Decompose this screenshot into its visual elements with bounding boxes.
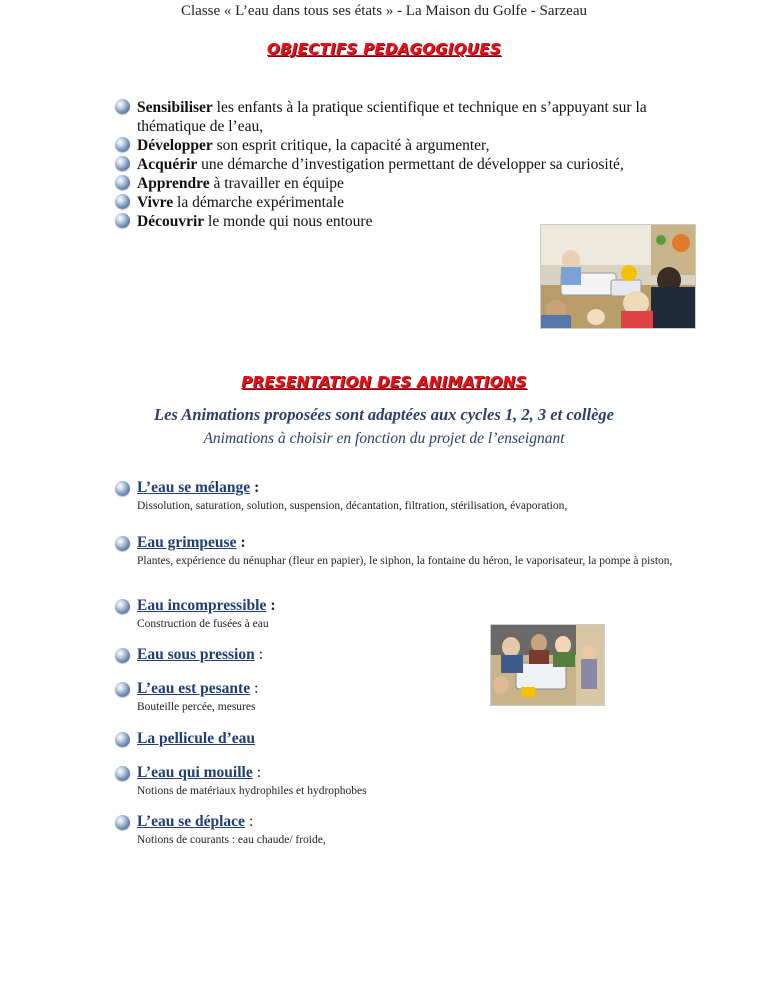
animation-name: L’eau est pesante xyxy=(137,680,251,697)
animation-name: L’eau se mélange xyxy=(137,479,251,496)
presentation-title: PRESENTATION DES ANIMATIONS xyxy=(241,373,527,391)
animation-heading xyxy=(115,597,680,615)
objective-rest: son esprit critique, la capacité à argumenter, xyxy=(212,137,490,154)
bullet-icon xyxy=(115,137,130,152)
classroom-photo xyxy=(540,224,696,329)
animation-name: Eau grimpeuse xyxy=(137,534,237,551)
animation-item xyxy=(115,534,680,569)
animation-heading xyxy=(115,730,680,748)
objective-rest: le monde qui nous entoure xyxy=(204,213,373,230)
animation-colon: : xyxy=(254,479,260,496)
bullet-icon xyxy=(115,648,130,663)
bullet-icon xyxy=(115,481,130,496)
animation-colon: : xyxy=(254,680,259,697)
animation-colon: : xyxy=(256,764,262,781)
objectives-title: OBJECTIFS PEDAGOGIQUES xyxy=(267,40,501,58)
objective-text xyxy=(137,174,344,193)
objective-text xyxy=(137,193,344,212)
animation-colon: : xyxy=(248,813,254,830)
bullet-icon xyxy=(115,536,130,551)
animation-heading xyxy=(115,813,680,831)
objective-item xyxy=(115,174,695,193)
bullet-icon xyxy=(115,682,130,697)
objective-item xyxy=(115,136,695,155)
objective-rest: à travailler en équipe xyxy=(209,175,344,192)
animation-description: Plantes, expérience du nénuphar (fleur en papier), le siphon, la fontaine du héron, le vaporisateur, la pompe à piston, xyxy=(137,555,673,567)
objective-verb: Vivre xyxy=(137,194,174,211)
bullet-icon xyxy=(115,99,130,114)
objective-rest: une démarche d’investigation permettant de développer sa curiosité, xyxy=(197,156,624,173)
animation-name: L’eau se déplace xyxy=(137,813,245,830)
animation-item xyxy=(115,730,680,748)
animation-colon: : xyxy=(240,534,246,551)
experiment-photo-graphic xyxy=(491,625,604,705)
bullet-icon xyxy=(115,175,130,190)
bullet-icon xyxy=(115,156,130,171)
animation-description: Notions de courants : eau chaude/ froide, xyxy=(137,834,326,846)
animation-description: Dissolution, saturation, solution, suspension, décantation, filtration, stérilisation, évaporation, xyxy=(137,500,568,512)
objective-verb: Apprendre xyxy=(137,175,210,192)
objective-verb: Acquérir xyxy=(137,156,198,173)
animation-item xyxy=(115,764,680,799)
animation-name: Eau incompressible xyxy=(137,597,267,614)
animation-name: L’eau qui mouille xyxy=(137,764,253,781)
bullet-icon xyxy=(115,213,130,228)
objective-item xyxy=(115,193,695,212)
animation-description: Bouteille percée, mesures xyxy=(137,701,256,713)
presentation-note: Animations à choisir en fonction du projet de l’enseignant xyxy=(203,430,565,447)
animation-heading xyxy=(115,764,680,782)
bullet-icon xyxy=(115,599,130,614)
classroom-photo-graphic xyxy=(541,225,695,328)
objective-verb: Sensibiliser xyxy=(137,99,213,116)
objective-text xyxy=(137,155,624,174)
presentation-subtitle: Les Animations proposées sont adaptées aux cycles 1, 2, 3 et collège xyxy=(154,405,614,424)
experiment-photo xyxy=(490,624,605,706)
animation-name: La pellicule d’eau xyxy=(137,730,255,747)
objective-verb: Développer xyxy=(137,137,213,154)
objectives-list xyxy=(115,98,695,231)
bullet-icon xyxy=(115,766,130,781)
objective-text xyxy=(137,136,489,155)
animation-colon: : xyxy=(270,597,276,614)
animation-heading xyxy=(115,534,680,552)
objective-text xyxy=(137,98,695,136)
page-header: Classe « L’eau dans tous ses états » - La Maison du Golfe - Sarzeau xyxy=(180,3,587,19)
animation-colon: : xyxy=(258,646,264,663)
animation-heading xyxy=(115,479,680,497)
animation-item xyxy=(115,813,680,848)
objective-text xyxy=(137,212,372,231)
objective-item xyxy=(115,155,695,174)
objective-item xyxy=(115,98,695,136)
animation-name: Eau sous pression xyxy=(137,646,255,663)
bullet-icon xyxy=(115,732,130,747)
objective-rest: les enfants à la pratique scientifique et technique en s’appuyant sur la thématique de l’eau, xyxy=(137,99,647,135)
animation-description: Notions de matériaux hydrophiles et hydrophobes xyxy=(137,785,367,797)
animation-description: Construction de fusées à eau xyxy=(137,618,269,630)
animation-item xyxy=(115,479,680,514)
objective-verb: Découvrir xyxy=(137,213,205,230)
objective-rest: la démarche expérimentale xyxy=(173,194,344,211)
bullet-icon xyxy=(115,815,130,830)
bullet-icon xyxy=(115,194,130,209)
